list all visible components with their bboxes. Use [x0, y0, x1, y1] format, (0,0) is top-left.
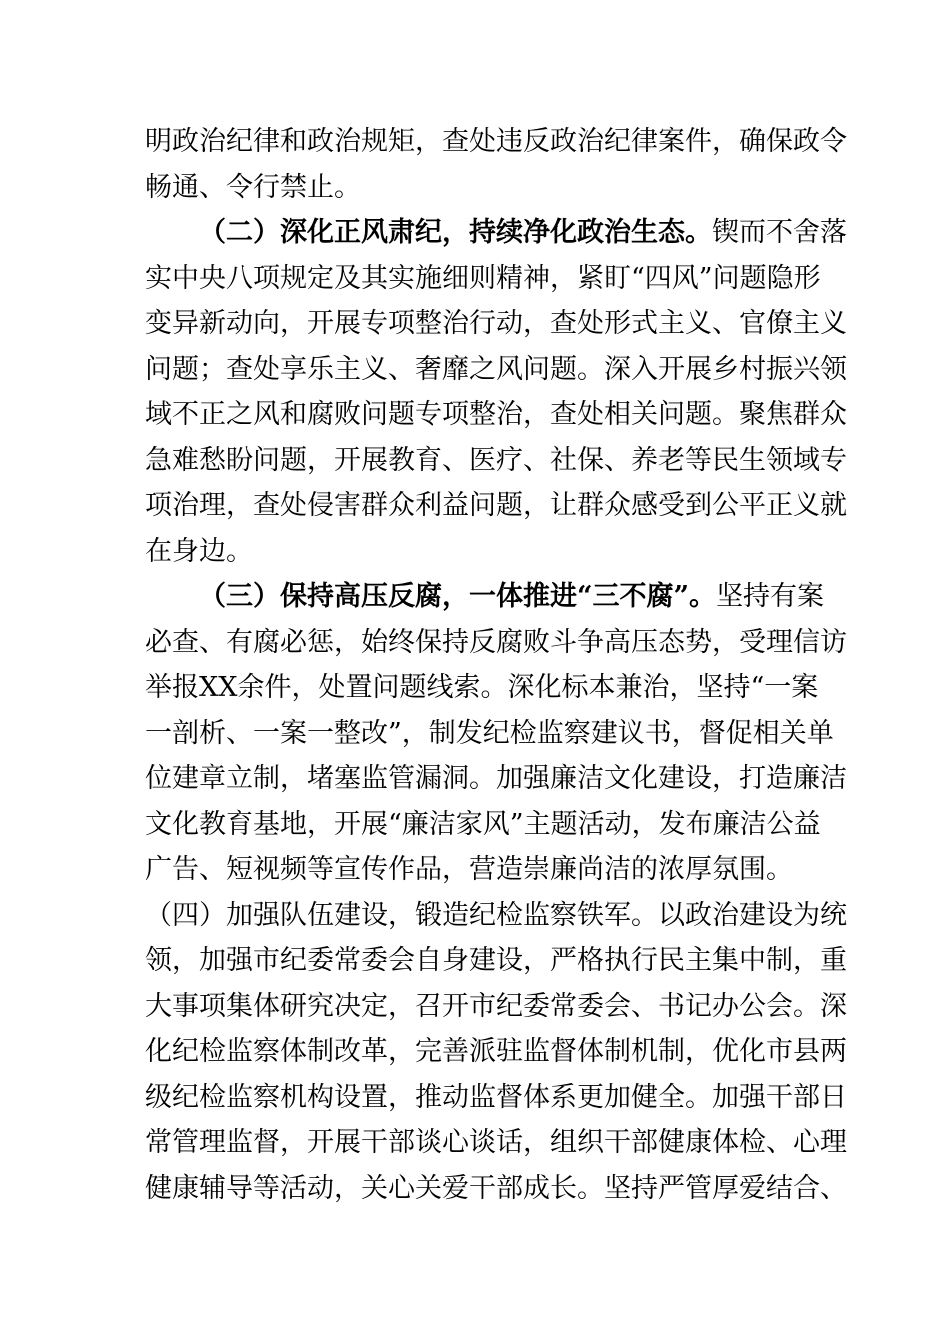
text-line: 化纪检监察体制改革，完善派驻监督体制机制，优化市县两 [145, 1036, 847, 1067]
paragraph-section-three [145, 574, 847, 893]
text-line: 在身边。 [145, 535, 253, 567]
text-line: 一剖析、一案一整改”，制发纪检监察建议书，督促相关单 [145, 717, 834, 749]
section-heading: （二）深化正风肃纪，持续净化政治生态。 [199, 217, 712, 248]
text-line: 举报XX余件，处置问题线索。深化标本兼治，坚持“一案 [145, 672, 819, 703]
text-line: 大事项集体研究决定，召开市纪委常委会、书记办公会。深 [145, 990, 847, 1022]
text-line: 明政治纪律和政治规矩，查处违反政治纪律案件，确保政令 [145, 126, 847, 157]
text-line: 必查、有腐必惩，始终保持反腐败斗争高压态势，受理信访 [145, 626, 847, 658]
text-line: 级纪检监察机构设置，推动监督体系更加健全。加强干部日 [145, 1081, 847, 1113]
text-line: 变异新动向，开展专项整治行动，查处形式主义、官僚主义 [145, 308, 847, 339]
text-line: 域不正之风和腐败问题专项整治，查处相关问题。聚焦群众 [145, 399, 847, 430]
text-line: 实中央八项规定及其实施细则精神，紧盯“四风”问题隐形 [145, 262, 821, 294]
text-line: 文化教育基地，开展“廉洁家风”主题活动，发布廉洁公益 [145, 808, 821, 840]
text-line: 健康辅导等活动，关心关爱干部成长。坚持严管厚爱结合、 [145, 1172, 847, 1204]
section-heading: （三）保持高压反腐，一体推进“三不腐”。 [199, 581, 717, 612]
text-line: 项治理，查处侵害群众利益问题，让群众感受到公平正义就 [145, 490, 847, 521]
text-line: 领，加强市纪委常委会自身建设，严格执行民主集中制，重 [145, 945, 847, 976]
text-line: 畅通、令行禁止。 [145, 171, 361, 203]
text-line [145, 574, 825, 620]
body-text [145, 119, 847, 1211]
text-run: 坚持有案 [716, 581, 825, 612]
text-line: 常管理监督，开展干部谈心谈话，组织干部健康体检、心理 [145, 1127, 847, 1158]
text-line: 急难愁盼问题，开展教育、医疗、社保、养老等民生领域专 [145, 444, 847, 476]
text-line: 问题；查处享乐主义、奢靡之风问题。深入开展乡村振兴领 [145, 353, 847, 385]
text-line [145, 210, 847, 256]
paragraph-section-two [145, 210, 847, 574]
text-line: 广告、短视频等宣传作品，营造崇廉尚洁的浓厚氛围。 [145, 854, 793, 885]
text-run: 锲而不舍落 [712, 217, 847, 248]
paragraph-political-discipline-end [145, 119, 847, 210]
text-line: （四）加强队伍建设，锻造纪检监察铁军。以政治建设为统 [145, 899, 847, 931]
text-line: 位建章立制，堵塞监管漏洞。加强廉洁文化建设，打造廉洁 [145, 763, 847, 794]
paragraph-section-four [145, 893, 847, 1212]
